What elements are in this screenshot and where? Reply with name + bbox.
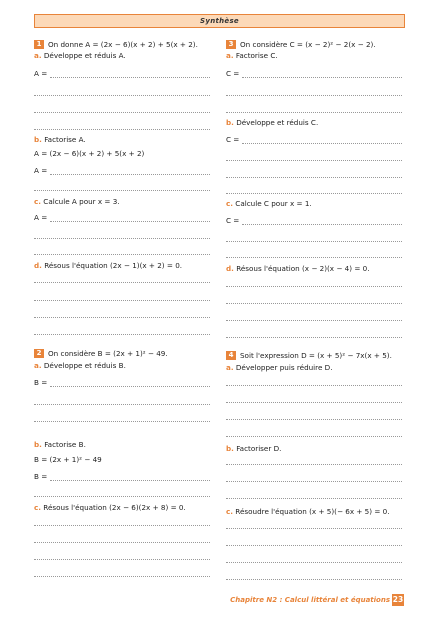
exercise-number: 3 <box>226 40 236 49</box>
exercise-number: 1 <box>34 40 44 49</box>
exercise-4-intro: 4 Soit l'expression D = (x + 5)² − 7x(x + 5). <box>226 351 392 360</box>
exercise-1-a: a. Développe et réduis A. <box>34 51 126 60</box>
answer-line[interactable] <box>226 528 402 529</box>
page-number: 23 <box>392 595 404 604</box>
exercise-1-intro: 1 On donne A = (2x − 6)(x + 2) + 5(x + 2). <box>34 40 198 49</box>
answer-line[interactable] <box>226 436 402 437</box>
answer-line[interactable] <box>34 334 210 335</box>
answer-line[interactable] <box>34 542 210 543</box>
answer-line[interactable] <box>34 559 210 560</box>
answer-line[interactable] <box>226 402 402 403</box>
answer-line[interactable] <box>226 303 402 304</box>
answer-line[interactable] <box>34 300 210 301</box>
answer-line[interactable] <box>242 143 402 144</box>
answer-line[interactable] <box>226 193 402 194</box>
exercise-4-b: b. Factoriser D. <box>226 444 282 453</box>
answer-line[interactable] <box>34 282 210 283</box>
answer-line[interactable] <box>50 480 210 481</box>
exercise-1-c: c. Calcule A pour x = 3. <box>34 197 120 206</box>
answer-line[interactable] <box>50 386 210 387</box>
exercise-2-a: a. Développe et réduis B. <box>34 361 126 370</box>
exercise-1-b: b. Factorise A. <box>34 135 86 144</box>
answer-line[interactable] <box>242 77 402 78</box>
answer-line[interactable] <box>34 404 210 405</box>
answer-line[interactable] <box>34 254 210 255</box>
answer-line[interactable] <box>226 419 402 420</box>
answer-line[interactable] <box>34 421 210 422</box>
exercise-2-b: b. Factorise B. <box>34 440 86 449</box>
answer-line[interactable] <box>226 320 402 321</box>
answer-line[interactable] <box>226 498 402 499</box>
answer-line[interactable] <box>226 464 402 465</box>
exercise-4-a: a. Développer puis réduire D. <box>226 363 333 372</box>
answer-line[interactable] <box>226 481 402 482</box>
answer-line[interactable] <box>226 112 402 113</box>
answer-label: C = <box>226 216 240 225</box>
answer-line[interactable] <box>50 174 210 175</box>
answer-line[interactable] <box>226 241 402 242</box>
answer-label: C = <box>226 69 240 78</box>
answer-line[interactable] <box>226 177 402 178</box>
answer-line[interactable] <box>226 385 402 386</box>
answer-line[interactable] <box>50 221 210 222</box>
section-banner: Synthèse <box>34 14 405 28</box>
answer-line[interactable] <box>242 224 402 225</box>
answer-label: A = <box>34 166 48 175</box>
answer-line[interactable] <box>34 525 210 526</box>
answer-line[interactable] <box>34 496 210 497</box>
answer-line[interactable] <box>226 257 402 258</box>
given-expression: A = (2x − 6)(x + 2) + 5(x + 2) <box>34 149 145 158</box>
exercise-3-d: d. Résous l'équation (x − 2)(x − 4) = 0. <box>226 264 370 273</box>
answer-label: C = <box>226 135 240 144</box>
answer-line[interactable] <box>226 579 402 580</box>
answer-line[interactable] <box>34 317 210 318</box>
answer-line[interactable] <box>226 545 402 546</box>
exercise-3-a: a. Factorise C. <box>226 51 278 60</box>
exercise-3-intro: 3 On considère C = (x − 2)² − 2(x − 2). <box>226 40 376 49</box>
answer-line[interactable] <box>34 129 210 130</box>
answer-label: A = <box>34 69 48 78</box>
answer-line[interactable] <box>226 337 402 338</box>
answer-line[interactable] <box>34 576 210 577</box>
answer-line[interactable] <box>226 95 402 96</box>
answer-line[interactable] <box>34 95 210 96</box>
exercise-3-c: c. Calcule C pour x = 1. <box>226 199 312 208</box>
answer-label: B = <box>34 378 48 387</box>
exercise-3-b: b. Développe et réduis C. <box>226 118 319 127</box>
answer-line[interactable] <box>34 238 210 239</box>
answer-line[interactable] <box>34 112 210 113</box>
answer-line[interactable] <box>34 190 210 191</box>
answer-line[interactable] <box>226 160 402 161</box>
answer-line[interactable] <box>226 562 402 563</box>
exercise-number: 2 <box>34 349 44 358</box>
exercise-number: 4 <box>226 351 236 360</box>
exercise-4-c: c. Résoudre l'équation (x + 5)(− 6x + 5) = 0. <box>226 507 390 516</box>
exercise-2-intro: 2 On considère B = (2x + 1)² − 49. <box>34 349 168 358</box>
chapter-footer: Chapitre N2 : Calcul littéral et équations <box>230 596 390 604</box>
exercise-1-d: d. Résous l'équation (2x − 1)(x + 2) = 0. <box>34 261 183 270</box>
answer-label: B = <box>34 472 48 481</box>
answer-line[interactable] <box>50 77 210 78</box>
answer-line[interactable] <box>226 286 402 287</box>
exercise-2-c: c. Résous l'équation (2x − 6)(2x + 8) = 0. <box>34 503 186 512</box>
given-expression: B = (2x + 1)² − 49 <box>34 455 102 464</box>
answer-label: A = <box>34 213 48 222</box>
